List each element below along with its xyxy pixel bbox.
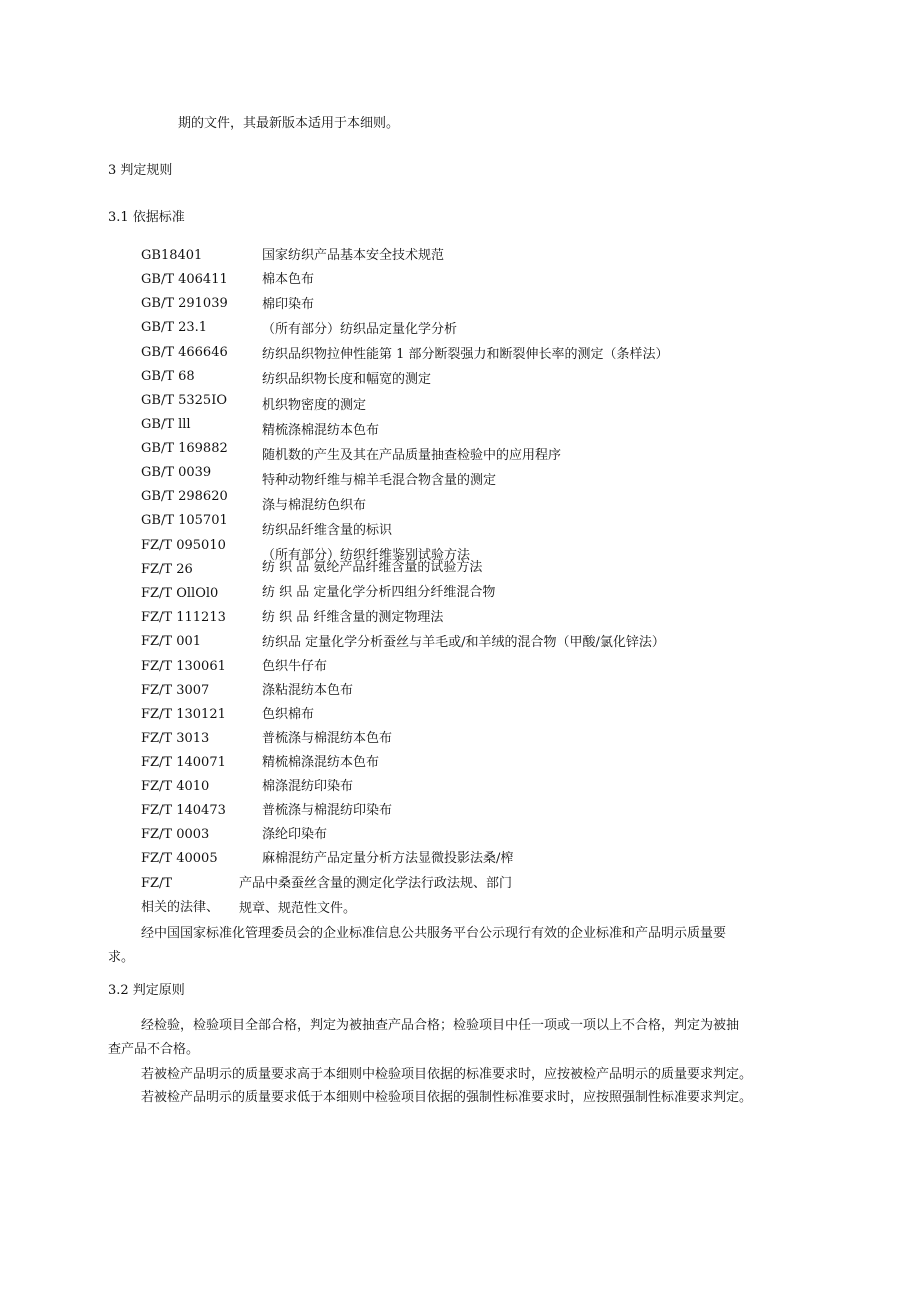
standard-title: 产品中桑蚕丝含量的测定化学法行政法规、部门 (239, 876, 513, 891)
judgement-paragraph-1-cont: 查产品不合格。 (108, 1042, 200, 1057)
standard-code: FZ/T 140473 (141, 803, 226, 818)
standard-title: 纺织品纤维含量的标识 (262, 523, 393, 538)
related-laws-label: 相关的法律、 (141, 900, 220, 915)
standard-title: 涤粘混纺本色布 (262, 683, 354, 698)
standard-code: FZ/T 40005 (141, 851, 218, 866)
standard-code: FZ/T 3007 (141, 683, 210, 698)
standard-title: 麻棉混纺产品定量分析方法显微投影法桑/榨 (262, 851, 514, 866)
standard-code: FZ/T 111213 (141, 610, 226, 625)
section-3-2-heading: 3.2 判定原则 (108, 983, 185, 998)
standard-title: 色织牛仔布 (262, 659, 328, 674)
standard-title: 国家纺织产品基本安全技术规范 (262, 248, 445, 263)
standard-code: GB/T 5325IO (141, 393, 227, 408)
standard-title: 特种动物纤维与棉羊毛混合物含量的测定 (262, 473, 497, 488)
standard-title: 精梳涤棉混纺本色布 (262, 423, 380, 438)
standard-title: 棉本色布 (262, 272, 315, 287)
standard-code: GB/T 291039 (141, 296, 228, 311)
standard-code: GB/T 0039 (141, 465, 212, 480)
standard-title: （所有部分）纺织纤维鉴别试验方法 (262, 548, 471, 563)
standard-code: GB/T 23.1 (141, 320, 208, 335)
standard-title: 棉涤混纺印染布 (262, 779, 354, 794)
standard-code: GB/T 105701 (141, 513, 228, 528)
standard-title: 普梳涤与棉混纺本色布 (262, 731, 393, 746)
standard-code: FZ/T 001 (141, 634, 202, 649)
standard-code: FZ/T OllOl0 (141, 586, 219, 601)
standard-title: 纺 织 品 氨纶产品纤维含量的试验方法 (262, 560, 483, 575)
standard-title: 精梳棉涤混纺本色布 (262, 755, 380, 770)
standard-code: GB/T 406411 (141, 272, 228, 287)
standard-code: FZ/T 130061 (141, 659, 226, 674)
standard-title: 棉印染布 (262, 297, 315, 312)
judgement-paragraph-1: 经检验，检验项目全部合格，判定为被抽查产品合格；检验项目中任一项或一项以上不合格，判定为被抽 (141, 1018, 740, 1033)
standard-title: 色织棉布 (262, 707, 315, 722)
judgement-paragraph-3: 若被检产品明示的质量要求低于本细则中检验项目依据的强制性标准要求时，应按照强制性标准要求判定。 (141, 1090, 753, 1105)
standard-code: FZ/T (141, 876, 173, 891)
standard-code: FZ/T 140071 (141, 755, 226, 770)
standard-title-continued: 规章、规范性文件。 (239, 901, 357, 916)
standard-code: GB/T 169882 (141, 441, 228, 456)
standard-title: 纺织品织物长度和幅宽的测定 (262, 372, 432, 387)
enterprise-standard-paragraph: 经中国国家标准化管理委员会的企业标准信息公共服务平台公示现行有效的企业标准和产品明示质量要 (141, 926, 727, 941)
section-3-heading: 3 判定规则 (108, 163, 173, 178)
standard-code: GB/T 298620 (141, 489, 228, 504)
standard-code: FZ/T 130121 (141, 707, 226, 722)
standard-title: 纺织品 定量化学分析蚕丝与羊毛或/和羊绒的混合物（甲酸/氯化锌法） (262, 635, 665, 650)
standard-code: FZ/T 0003 (141, 827, 210, 842)
standard-title: （所有部分）纺织品定量化学分析 (262, 322, 458, 337)
enterprise-standard-paragraph-cont: 求。 (108, 950, 135, 965)
standard-code: GB/T 466646 (141, 345, 228, 360)
standard-code: FZ/T 26 (141, 562, 193, 577)
standard-code: GB/T 68 (141, 369, 195, 384)
standard-title: 涤纶印染布 (262, 827, 328, 842)
standard-code: GB/T lll (141, 417, 191, 432)
standard-code: FZ/T 4010 (141, 779, 210, 794)
intro-line: 期的文件，其最新版本适用于本细则。 (178, 116, 400, 131)
standard-title: 涤与棉混纺色织布 (262, 498, 367, 513)
standard-code: GB18401 (141, 248, 203, 263)
judgement-paragraph-2: 若被检产品明示的质量要求高于本细则中检验项目依据的标准要求时，应按被检产品明示的质量要求判定。 (141, 1067, 753, 1082)
standard-title: 机织物密度的测定 (262, 398, 367, 413)
standard-title: 普梳涤与棉混纺印染布 (262, 803, 393, 818)
standard-title: 随机数的产生及其在产品质量抽查检验中的应用程序 (262, 448, 562, 463)
section-3-1-heading: 3.1 依据标准 (108, 210, 185, 225)
standard-code: FZ/T 3013 (141, 731, 210, 746)
standard-title: 纺 织 品 定量化学分析四组分纤维混合物 (262, 585, 496, 600)
standard-title: 纺 织 品 纤维含量的测定物理法 (262, 610, 444, 625)
standard-code: FZ/T 095010 (141, 538, 226, 553)
standard-title: 纺织品织物拉伸性能第 1 部分断裂强力和断裂伸长率的测定（条样法） (262, 347, 669, 362)
